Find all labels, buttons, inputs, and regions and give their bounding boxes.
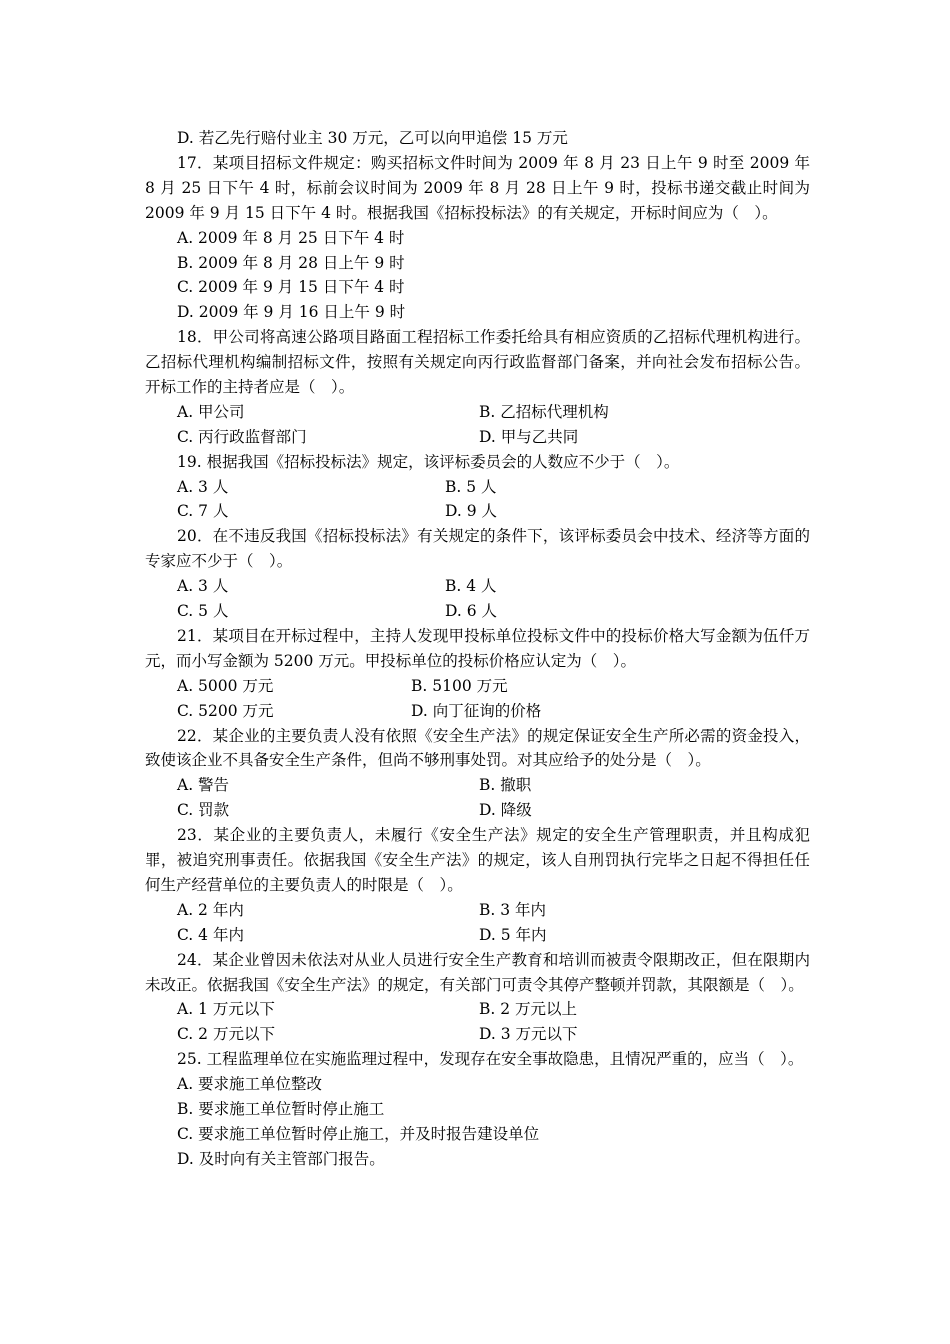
q22-option-b: B. 撤职 (479, 776, 532, 795)
q25-option-b: B. 要求施工单位暂时停止施工 (177, 1100, 385, 1119)
q18-options-row-2 (145, 425, 810, 450)
q23-options-row-1 (145, 898, 810, 923)
q19-stem: 19. 根据我国《招标投标法》规定，该评标委员会的人数应不少于（ ）。 (177, 452, 680, 471)
q24-options-row-2 (145, 1022, 810, 1047)
q24-option-d: D. 3 万元以下 (479, 1025, 578, 1044)
q17-option-d: D. 2009 年 9 月 16 日上午 9 时 (177, 303, 406, 322)
q17-option-b: B. 2009 年 8 月 28 日上午 9 时 (177, 253, 405, 272)
q24-option-a: A. 1 万元以下 (177, 1000, 275, 1019)
q20-option-d: D. 6 人 (445, 602, 498, 621)
q21-stem: 21．某项目在开标过程中，主持人发现甲投标单位投标文件中的投标价格大写金额为伍仟万元，而小写金额为 5200 万元。甲投标单位的投标价格应认定为（ ）。 (145, 626, 810, 670)
q19-option-b: B. 5 人 (445, 477, 497, 496)
q20-option-b: B. 4 人 (445, 577, 497, 596)
q21-option-c: C. 5200 万元 (177, 701, 274, 720)
q20-option-c: C. 5 人 (177, 602, 229, 621)
q25-option-a: A. 要求施工单位整改 (177, 1075, 323, 1094)
q25-stem: 25. 工程监理单位在实施监理过程中，发现存在安全事故隐患，且情况严重的，应当（ ）。 (177, 1050, 804, 1069)
q17-option-c: C. 2009 年 9 月 15 日下午 4 时 (177, 278, 405, 297)
q24-options-row-1 (145, 997, 810, 1022)
q21-option-a: A. 5000 万元 (177, 676, 274, 695)
q24-option-b: B. 2 万元以上 (479, 1000, 578, 1019)
q22-option-d: D. 降级 (479, 801, 532, 820)
q17-stem: 17．某项目招标文件规定：购买招标文件时间为 2009 年 8 月 23 日上午 9 时至 2009 年 8 月 25 日下午 4 时，标前会议时间为 2009 年 8 月 28 日上午 9 时，投标书递交截止时间为 2009 年 9 月 15 日下午 4 时。根据我国《招标投标法》的有关规定，开标时间应为（ ）。 (145, 153, 810, 222)
q25-option-c: C. 要求施工单位暂时停止施工，并及时报告建设单位 (177, 1124, 540, 1143)
q19-option-c: C. 7 人 (177, 502, 229, 521)
q21-option-b: B. 5100 万元 (411, 676, 508, 695)
q18-stem: 18．甲公司将高速公路项目路面工程招标工作委托给具有相应资质的乙招标代理机构进行。乙招标代理机构编制招标文件，按照有关规定向丙行政监督部门备案，并向社会发布招标公告。开标工作的主持者应是（ ）。 (145, 328, 810, 396)
q18-option-a: A. 甲公司 (177, 402, 245, 421)
q23-option-d: D. 5 年内 (479, 925, 547, 944)
q20-options-row-1 (145, 574, 810, 599)
q19-options-row-2 (145, 499, 810, 524)
q19-option-a: A. 3 人 (177, 477, 229, 496)
q22-options-row-1 (145, 773, 810, 798)
q23-stem: 23．某企业的主要负责人，未履行《安全生产法》规定的安全生产管理职责，并且构成犯罪，被追究刑事责任。依据我国《安全生产法》的规定，该人自刑罚执行完毕之日起不得担任任何生产经营单位的主要负责人的时限是（ ）。 (145, 826, 810, 894)
q23-options-row-2 (145, 923, 810, 948)
q18-option-d: D. 甲与乙共同 (479, 427, 579, 446)
q24-stem: 24．某企业曾因未依法对从业人员进行安全生产教育和培训而被责令限期改正，但在限期内未改正。依据我国《安全生产法》的规定，有关部门可责令其停产整顿并罚款，其限额是（ ）。 (145, 950, 810, 994)
q21-option-d: D. 向丁征询的价格 (411, 701, 542, 720)
q24-option-c: C. 2 万元以下 (177, 1025, 275, 1044)
q19-options-row-1 (145, 475, 810, 500)
q25-option-d: D. 及时向有关主管部门报告。 (177, 1149, 385, 1168)
q20-stem: 20．在不违反我国《招标投标法》有关规定的条件下，该评标委员会中技术、经济等方面的专家应不少于（ ）。 (145, 527, 810, 571)
q20-options-row-2 (145, 599, 810, 624)
q23-option-a: A. 2 年内 (177, 900, 244, 919)
q17-option-a: A. 2009 年 8 月 25 日下午 4 时 (177, 228, 405, 247)
q18-options-row-1 (145, 400, 810, 425)
q23-option-b: B. 3 年内 (479, 900, 547, 919)
q16-option-d: D. 若乙先行赔付业主 30 万元，乙可以向甲追偿 15 万元 (177, 129, 568, 147)
q22-stem: 22．某企业的主要负责人没有依照《安全生产法》的规定保证安全生产所必需的资金投入，致使该企业不具备安全生产条件，但尚不够刑事处罚。对其应给予的处分是（ ）。 (145, 726, 810, 770)
q22-option-c: C. 罚款 (177, 801, 230, 820)
q23-option-c: C. 4 年内 (177, 925, 244, 944)
q21-options-row-2 (145, 699, 810, 724)
q18-option-b: B. 乙招标代理机构 (479, 402, 609, 421)
q20-option-a: A. 3 人 (177, 577, 229, 596)
q19-option-d: D. 9 人 (445, 502, 498, 521)
exam-content (145, 126, 810, 1172)
q22-option-a: A. 警告 (177, 776, 230, 795)
q18-option-c: C. 丙行政监督部门 (177, 427, 307, 446)
q22-options-row-2 (145, 798, 810, 823)
q21-options-row-1 (145, 674, 810, 699)
